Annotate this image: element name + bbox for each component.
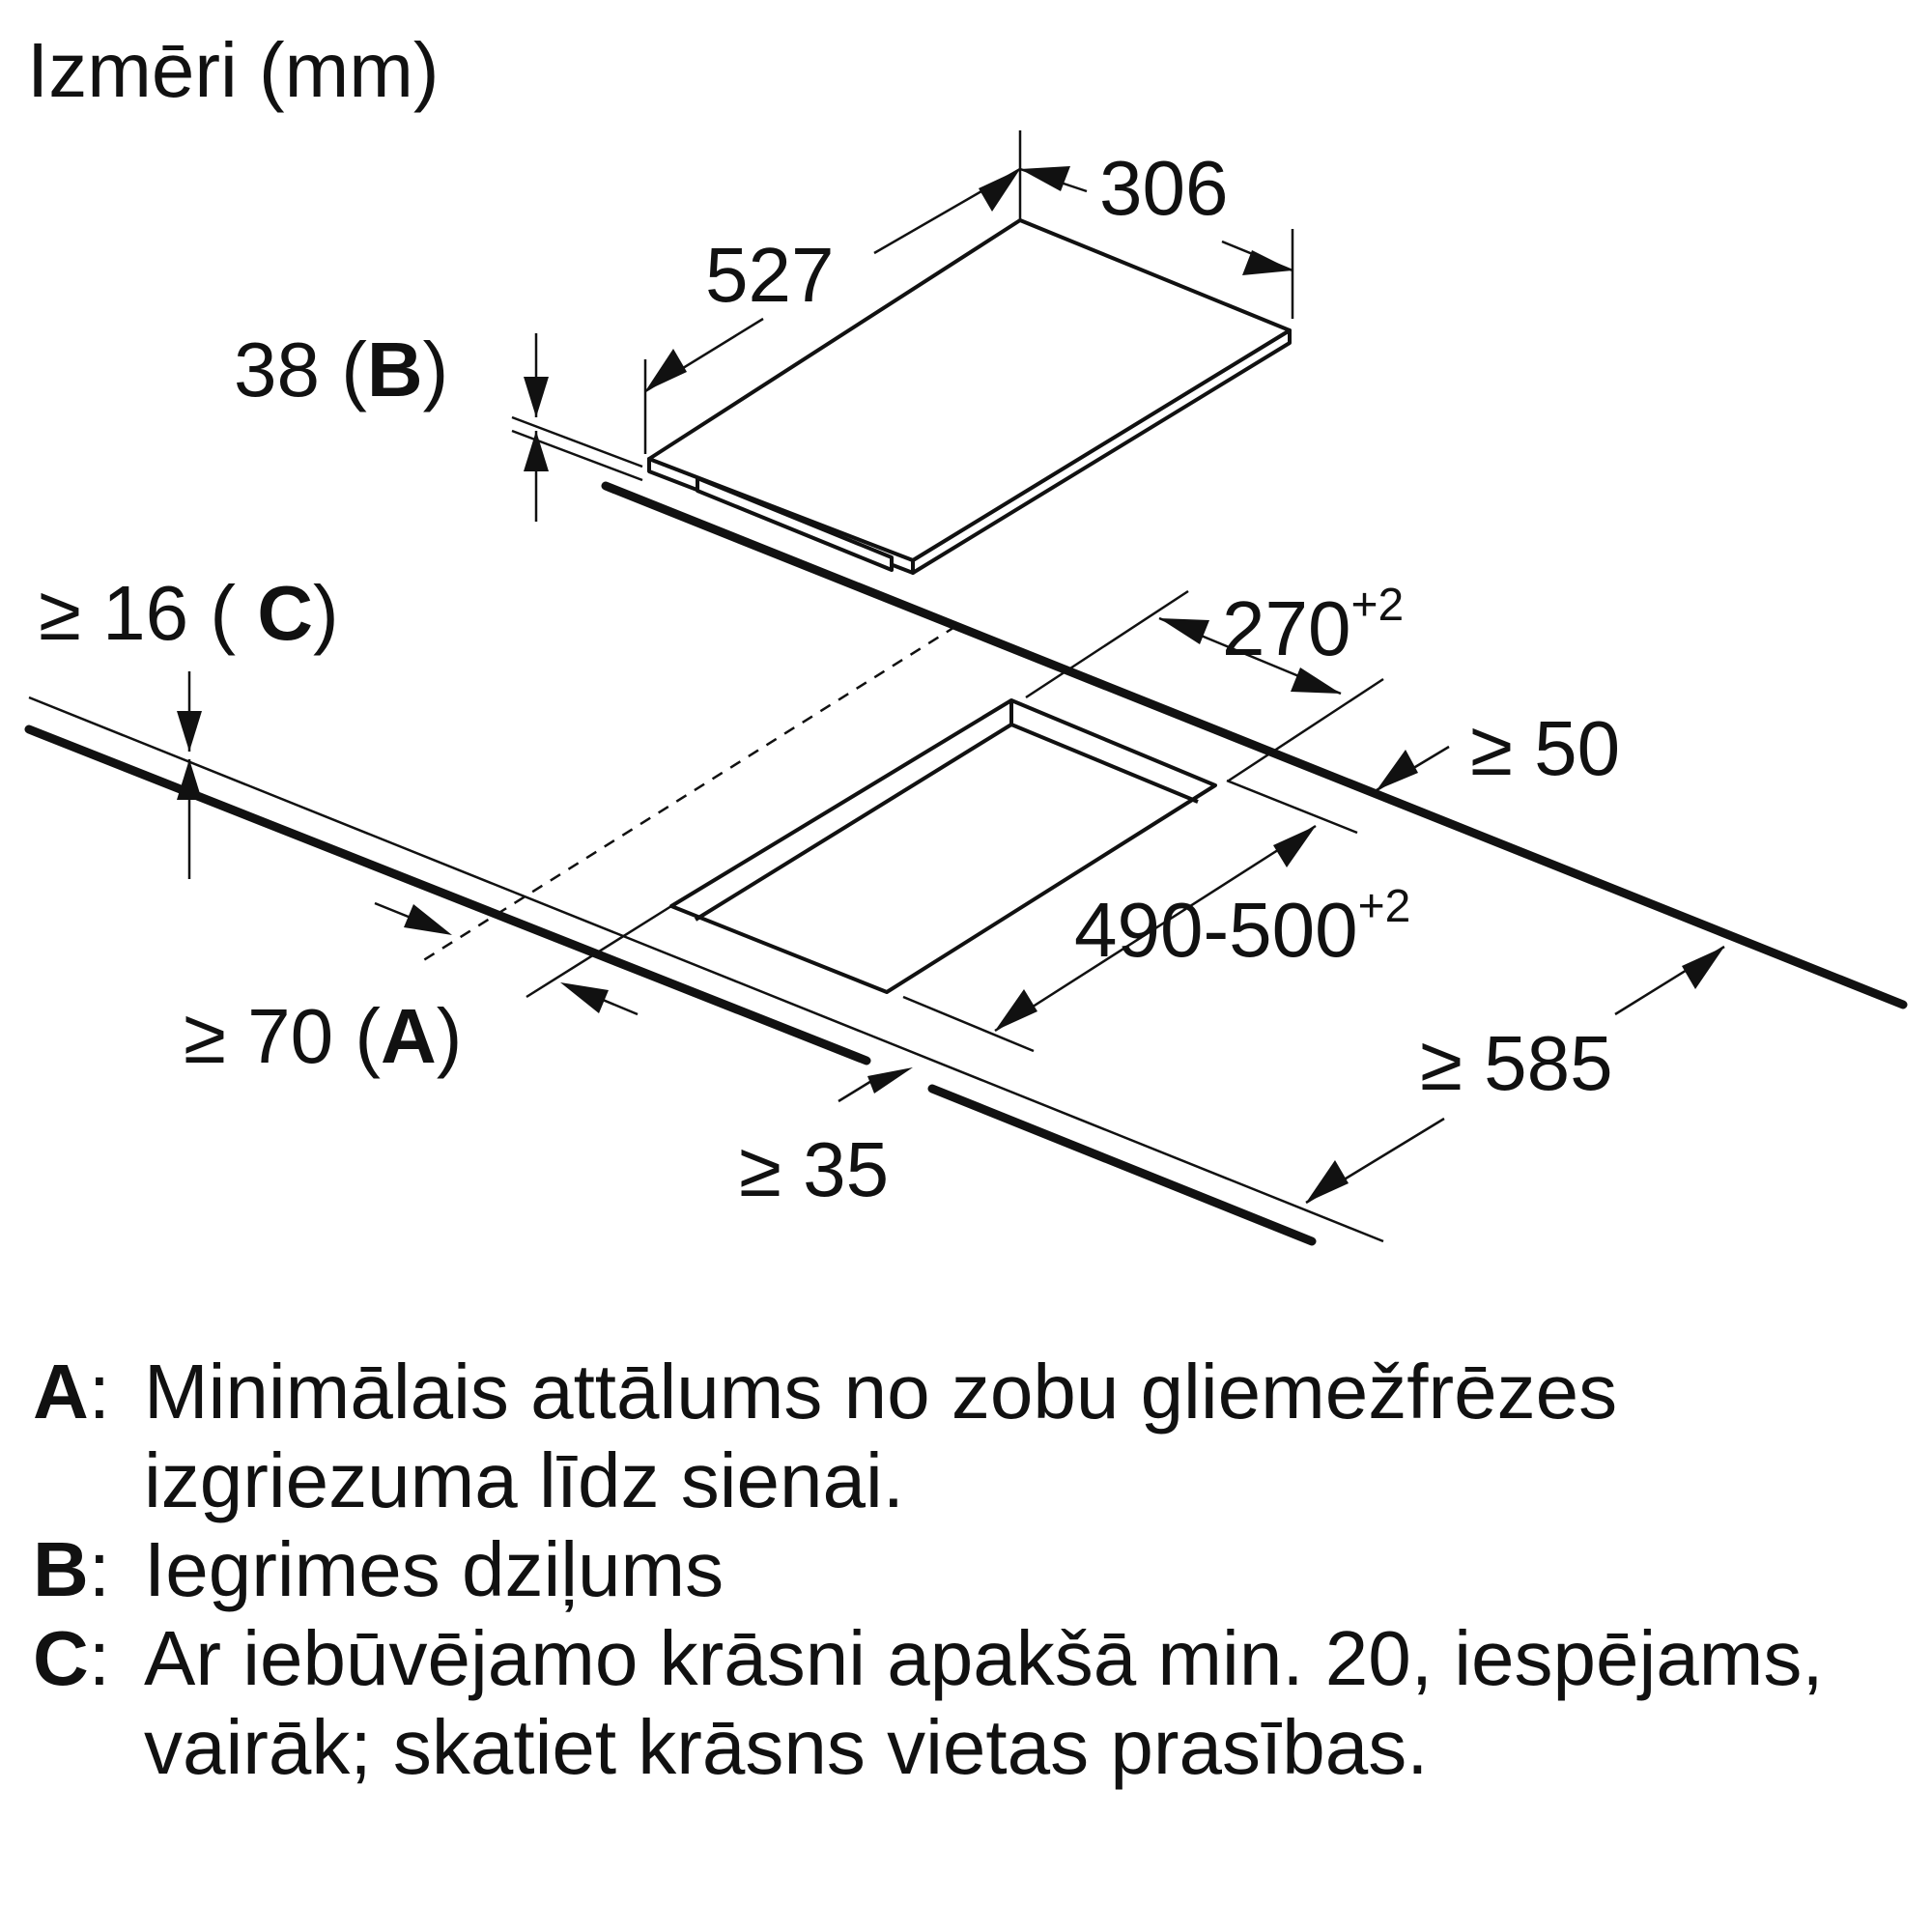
diagram-title: Izmēri (mm) — [27, 27, 440, 113]
legend — [33, 1348, 1907, 1792]
dim-16-label: ≥ 16 ( C) — [39, 570, 339, 656]
dim-585-label: ≥ 585 — [1420, 1020, 1613, 1106]
dim-270-label: $270^{+2}$ — [1222, 580, 1405, 671]
legend-key: C: — [33, 1615, 111, 1701]
dim-50-label: ≥ 50 — [1470, 705, 1621, 791]
legend-text: Minimālais attālums no zobu gliemežfrēzes izgriezuma līdz sienai. — [144, 1349, 1618, 1523]
dim-38-label: 38 (B) — [234, 327, 449, 412]
dim-585 — [1306, 947, 1724, 1203]
dim-35 — [739, 1067, 913, 1212]
dim-35-label: ≥ 35 — [739, 1126, 890, 1212]
dim-490-label: $490-500^{+2}$ — [1074, 881, 1411, 973]
legend-item-c — [33, 1614, 1907, 1792]
legend-text: Iegrimes dziļums — [144, 1526, 724, 1612]
legend-item-a — [33, 1348, 1907, 1525]
dim-70-label: ≥ 70 (A) — [184, 993, 463, 1079]
dim-527-label: 527 — [705, 232, 835, 318]
dim-38 — [234, 327, 642, 522]
legend-key: B: — [33, 1526, 111, 1612]
legend-key: A: — [33, 1349, 111, 1435]
legend-text: Ar iebūvējamo krāsni apakšā min. 20, iespējams, vairāk; skatiet krāsns vietas prasības. — [144, 1615, 1824, 1790]
dim-306-label: 306 — [1099, 145, 1229, 231]
legend-item-b — [33, 1525, 1907, 1614]
